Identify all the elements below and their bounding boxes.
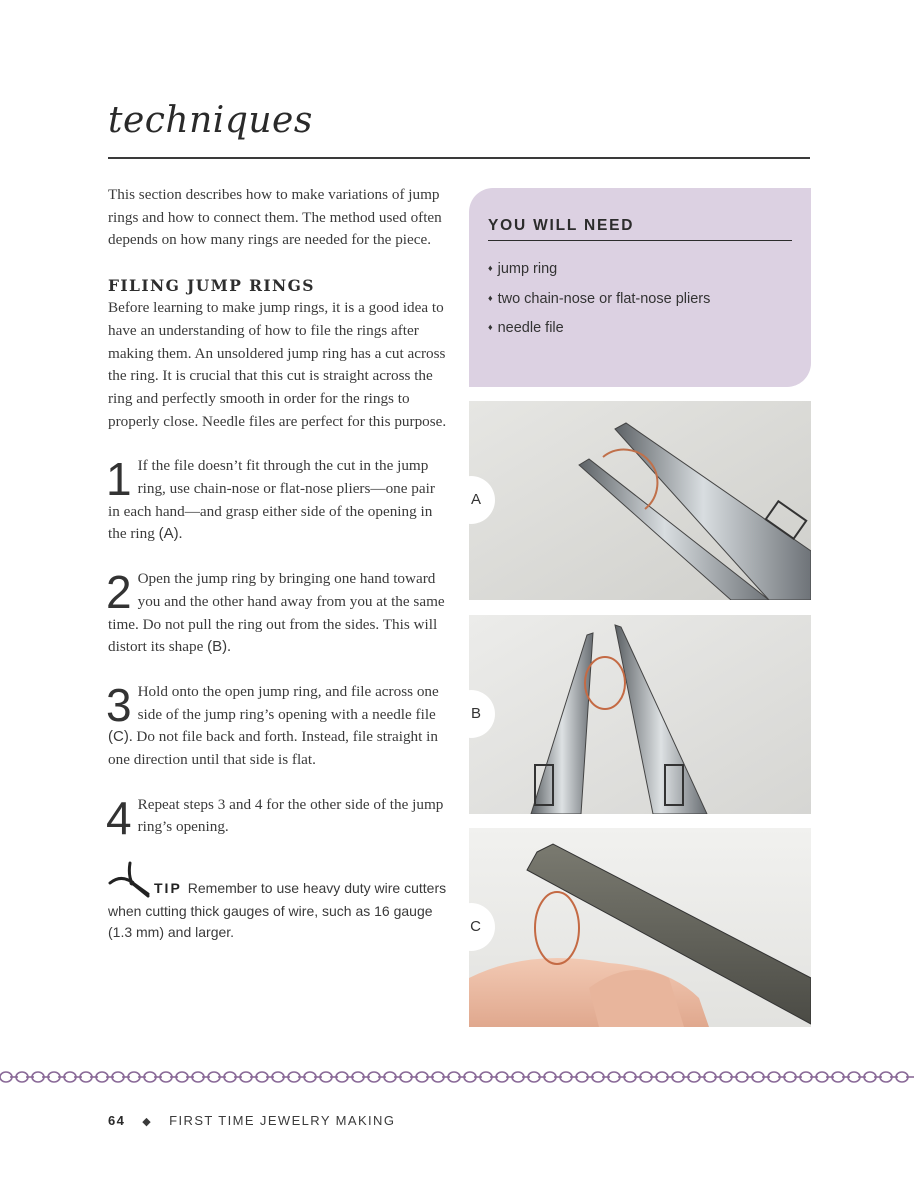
you-will-need-box <box>469 188 811 387</box>
section-body: Before learning to make jump rings, it is a good idea to have an understanding of how to file the rings after making them. An unsoldered jump ring has a cut across the ring. It is crucial that this cut is straight across the ring and perfectly smooth in order for the rings to properly close. Needle files are perfect for this purpose. <box>108 299 447 430</box>
step-text: If the file doesn’t fit through the cut in the jump ring, use chain-nose or flat-nose pliers—one pair in each hand—and grasp either side of the opening in the ring <box>108 457 435 543</box>
material-item: ♦ needle file <box>488 313 710 343</box>
step-text-after: . Do not file back and forth. Instead, file straight in one direction until that side is flat. <box>108 728 438 769</box>
step-text-after: . <box>178 525 183 543</box>
chain-border <box>0 1068 918 1086</box>
step-2 <box>108 568 448 659</box>
intro-paragraph: This section describes how to make variations of jump rings and how to connect them. The method used often depends on how many rings are needed for the piece. <box>108 186 442 249</box>
material-item: ♦ two chain-nose or flat-nose pliers <box>488 284 710 314</box>
step-number: 1 <box>106 453 132 506</box>
photo-label: B <box>469 690 495 738</box>
page-footer <box>108 1113 395 1128</box>
book-title: FIRST TIME JEWELRY MAKING <box>169 1113 396 1128</box>
page-number: 64 <box>108 1113 126 1128</box>
step-3 <box>106 678 448 772</box>
section-heading: FILING JUMP RINGS <box>108 276 315 296</box>
step-number: 3 <box>106 678 132 731</box>
step-text: Repeat steps 3 and 4 for the other side of the jump ring’s opening. <box>137 795 444 836</box>
title-rule <box>108 157 810 159</box>
photo-b <box>469 615 811 814</box>
step-text: Open the jump ring by bringing one hand toward you and the other hand away from you at the same time. Do not pull the ring out from the sides. This will distort its shape <box>108 570 445 656</box>
tip-box <box>108 861 448 943</box>
material-item: ♦ jump ring <box>488 254 710 284</box>
photo-reference: (A) <box>158 525 179 543</box>
pliers-icon <box>108 861 152 901</box>
diamond-separator: ◆ <box>142 1116 153 1128</box>
tip-label: TIP <box>154 880 182 897</box>
photo-reference: (B) <box>207 638 228 656</box>
photo-label: A <box>469 476 495 524</box>
step-4 <box>106 791 448 844</box>
step-text: Hold onto the open jump ring, and file across one side of the jump ring’s opening with a needle file <box>137 682 439 723</box>
step-1 <box>108 455 448 546</box>
you-will-need-title: YOU WILL NEED <box>488 217 792 241</box>
tip-text: Remember to use heavy duty wire cutters when cutting thick gauges of wire, such as 16 gauge (1.3 mm) and larger. <box>108 880 447 941</box>
photo-c <box>469 828 811 1027</box>
step-number: 2 <box>106 566 132 619</box>
step-number: 4 <box>106 791 132 844</box>
section-title: techniques <box>108 100 313 141</box>
photo-label: C <box>469 903 495 951</box>
left-column <box>108 184 448 943</box>
photo-a <box>469 401 811 600</box>
step-text-after: . <box>227 638 231 656</box>
photo-reference: (C) <box>108 728 129 746</box>
materials-list <box>488 254 710 343</box>
